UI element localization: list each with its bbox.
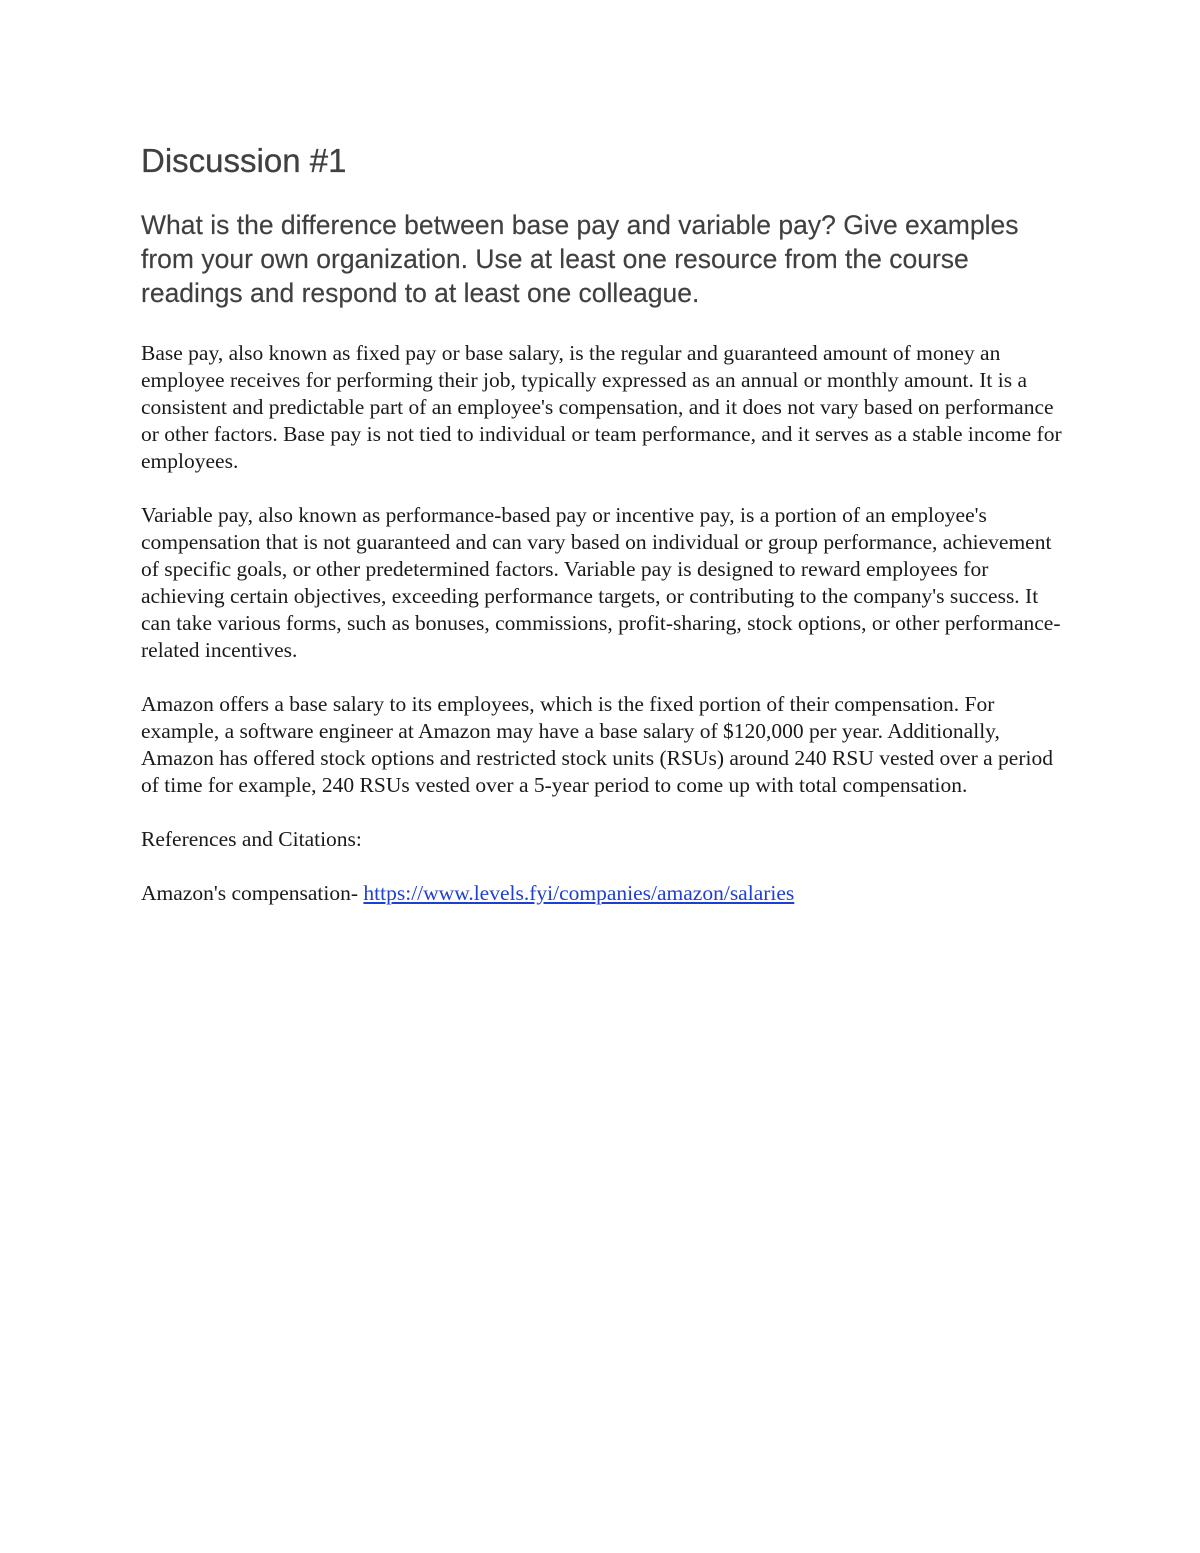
paragraph-amazon-example: Amazon offers a base salary to its employees, which is the fixed portion of their compensation. For example, a software engineer at Amazon may have a base salary of $120,000 per year. Additionally, Amazon has offered stock options and restricted stock units (RSUs) around 240 RSU vested over a period of time for example, 240 RSUs vested over a 5-year period to come up with total compensation. xyxy=(141,692,1053,797)
references-heading: References and Citations: xyxy=(141,827,362,851)
reference-link[interactable]: https://www.levels.fyi/companies/amazon/salaries xyxy=(363,881,795,905)
reference-label: Amazon's compensation- xyxy=(141,881,364,905)
paragraph-base-pay: Base pay, also known as fixed pay or base salary, is the regular and guaranteed amount of money an employee receives for performing their job, typically expressed as an annual or monthly amount. It is a consistent and predictable part of an employee's compensation, and it does not vary based on performance or other factors. Base pay is not tied to individual or team performance, and it serves as a stable income for employees. xyxy=(141,341,1062,473)
document-body xyxy=(141,140,1071,907)
page-title: Discussion #1 xyxy=(141,142,347,179)
reference-item xyxy=(141,880,1071,907)
discussion-question: What is the difference between base pay and variable pay? Give examples from your own organization. Use at least one resource from the course readings and respond to at least one colleague. xyxy=(141,210,1019,308)
paragraph-variable-pay: Variable pay, also known as performance-based pay or incentive pay, is a portion of an employee's compensation that is not guaranteed and can vary based on individual or group performance, achievement of specific goals, or other predetermined factors. Variable pay is designed to reward employees for achieving certain objectives, exceeding performance targets, or contributing to the company's success. It can take various forms, such as bonuses, commissions, profit-sharing, stock options, or other performance-related incentives. xyxy=(141,503,1061,662)
